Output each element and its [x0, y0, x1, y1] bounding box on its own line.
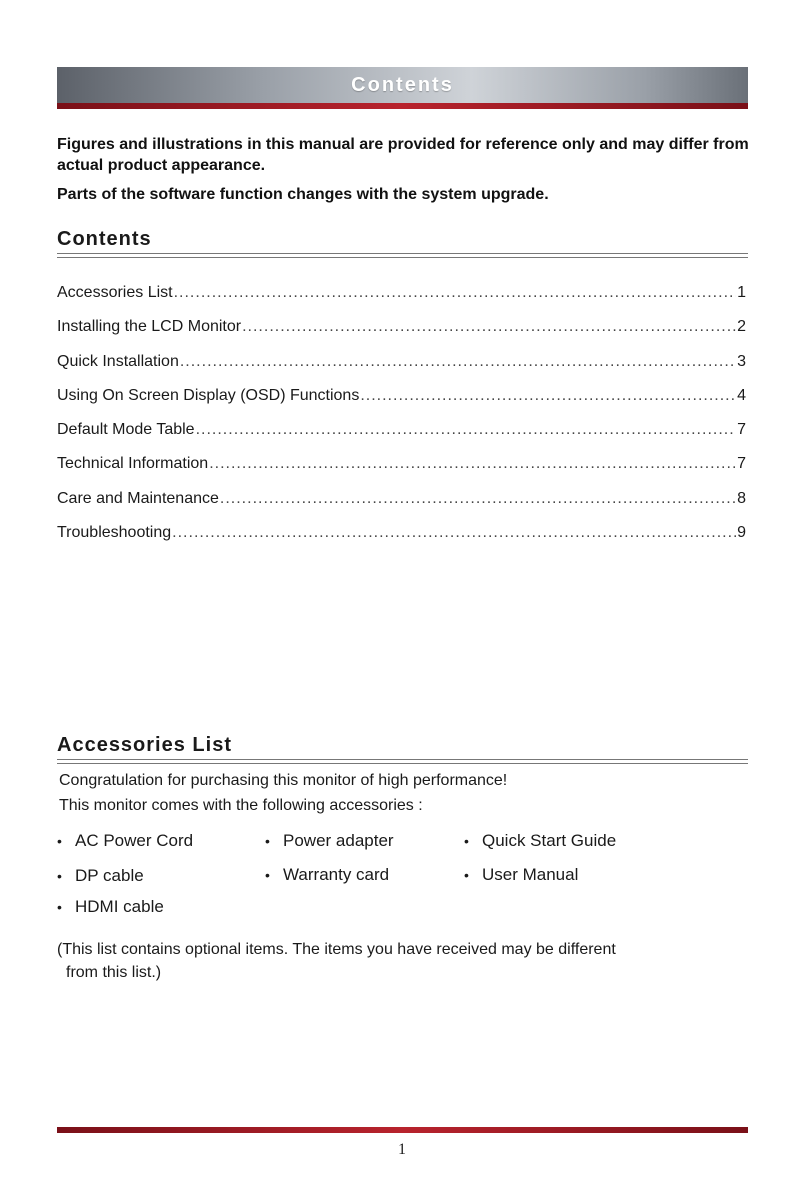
toc-entry-default-mode-table[interactable]	[57, 421, 746, 455]
bullet-icon: •	[265, 833, 270, 849]
toc-entry-technical-information[interactable]	[57, 455, 746, 489]
accessories-heading-rule	[57, 759, 748, 764]
toc-dot-leader	[242, 318, 736, 336]
toc-entry-title: Installing the LCD Monitor	[57, 318, 242, 336]
accessory-item	[464, 831, 616, 851]
toc-entry-title: Accessories List	[57, 284, 173, 301]
toc-dot-leader	[360, 387, 736, 405]
bullet-icon: •	[57, 899, 62, 915]
accessory-item	[265, 831, 394, 851]
note-line-2: from this list.)	[66, 964, 162, 981]
toc-entry-title: Care and Maintenance	[57, 489, 219, 507]
toc-entry-page: 3	[737, 352, 746, 370]
toc-entry-page: 1	[737, 284, 746, 301]
toc-entry-accessories-list[interactable]	[57, 284, 746, 318]
toc-entry-title: Using On Screen Display (OSD) Functions	[57, 386, 360, 404]
accessory-label: DP cable	[75, 866, 144, 885]
toc-dot-leader	[174, 284, 737, 302]
toc-dot-leader	[220, 490, 736, 508]
footer-red-stripe	[57, 1127, 748, 1133]
contents-banner	[57, 67, 748, 103]
intro-line-1: Congratulation for purchasing this monitor of high performance!	[59, 772, 508, 789]
toc-entry-page: 7	[737, 421, 746, 439]
toc-entry-installing-lcd-monitor[interactable]	[57, 318, 746, 352]
toc-dot-leader	[196, 421, 737, 439]
toc-entry-title: Technical Information	[57, 455, 209, 473]
toc-entry-page: 7	[737, 455, 746, 473]
toc-entry-title: Default Mode Table	[57, 421, 195, 439]
toc-entry-quick-installation[interactable]	[57, 353, 746, 387]
notice-line-1: Figures and illustrations in this manual are provided for reference only and may differ from actual product appearance.	[57, 136, 749, 174]
toc-entry-troubleshooting[interactable]	[57, 524, 746, 558]
accessory-label: Warranty card	[283, 865, 390, 884]
banner-title: Contents	[351, 73, 454, 96]
accessories-intro	[59, 768, 507, 818]
intro-line-2: This monitor comes with the following accessories :	[59, 797, 423, 814]
contents-heading-rule	[57, 253, 748, 258]
accessory-item	[57, 897, 164, 917]
accessory-item	[464, 865, 578, 885]
accessory-label: HDMI cable	[75, 897, 164, 916]
reference-notice	[57, 134, 757, 213]
page-number: 1	[398, 1141, 406, 1158]
toc-entry-page: 9	[737, 524, 746, 542]
bullet-icon: •	[57, 868, 62, 884]
toc-dot-leader	[172, 524, 736, 542]
bullet-icon: •	[265, 867, 270, 883]
toc-entry-care-and-maintenance[interactable]	[57, 490, 746, 524]
accessory-label: Quick Start Guide	[482, 831, 617, 850]
toc-entry-page: 8	[737, 489, 746, 507]
accessory-label: User Manual	[482, 865, 579, 884]
optional-items-note	[57, 938, 616, 984]
table-of-contents	[57, 284, 746, 558]
accessory-item	[57, 831, 193, 851]
toc-entry-osd-functions[interactable]	[57, 387, 746, 421]
bullet-icon: •	[464, 867, 469, 883]
note-line-1: (This list contains optional items. The items you have received may be different	[57, 941, 616, 958]
accessory-label: Power adapter	[283, 831, 394, 850]
contents-heading: Contents	[57, 228, 152, 250]
accessory-item	[57, 866, 144, 886]
notice-line-2: Parts of the software function changes with the system upgrade.	[57, 186, 549, 203]
toc-entry-title: Troubleshooting	[57, 524, 172, 542]
toc-dot-leader	[180, 353, 736, 371]
accessory-label: AC Power Cord	[75, 831, 194, 850]
accessory-item	[265, 865, 389, 885]
toc-dot-leader	[209, 455, 736, 473]
toc-entry-page: 4	[737, 386, 746, 404]
accessories-heading: Accessories List	[57, 734, 232, 756]
bullet-icon: •	[464, 833, 469, 849]
bullet-icon: •	[57, 833, 62, 849]
toc-entry-page: 2	[737, 318, 746, 336]
banner-red-stripe	[57, 103, 748, 109]
toc-entry-title: Quick Installation	[57, 352, 179, 370]
